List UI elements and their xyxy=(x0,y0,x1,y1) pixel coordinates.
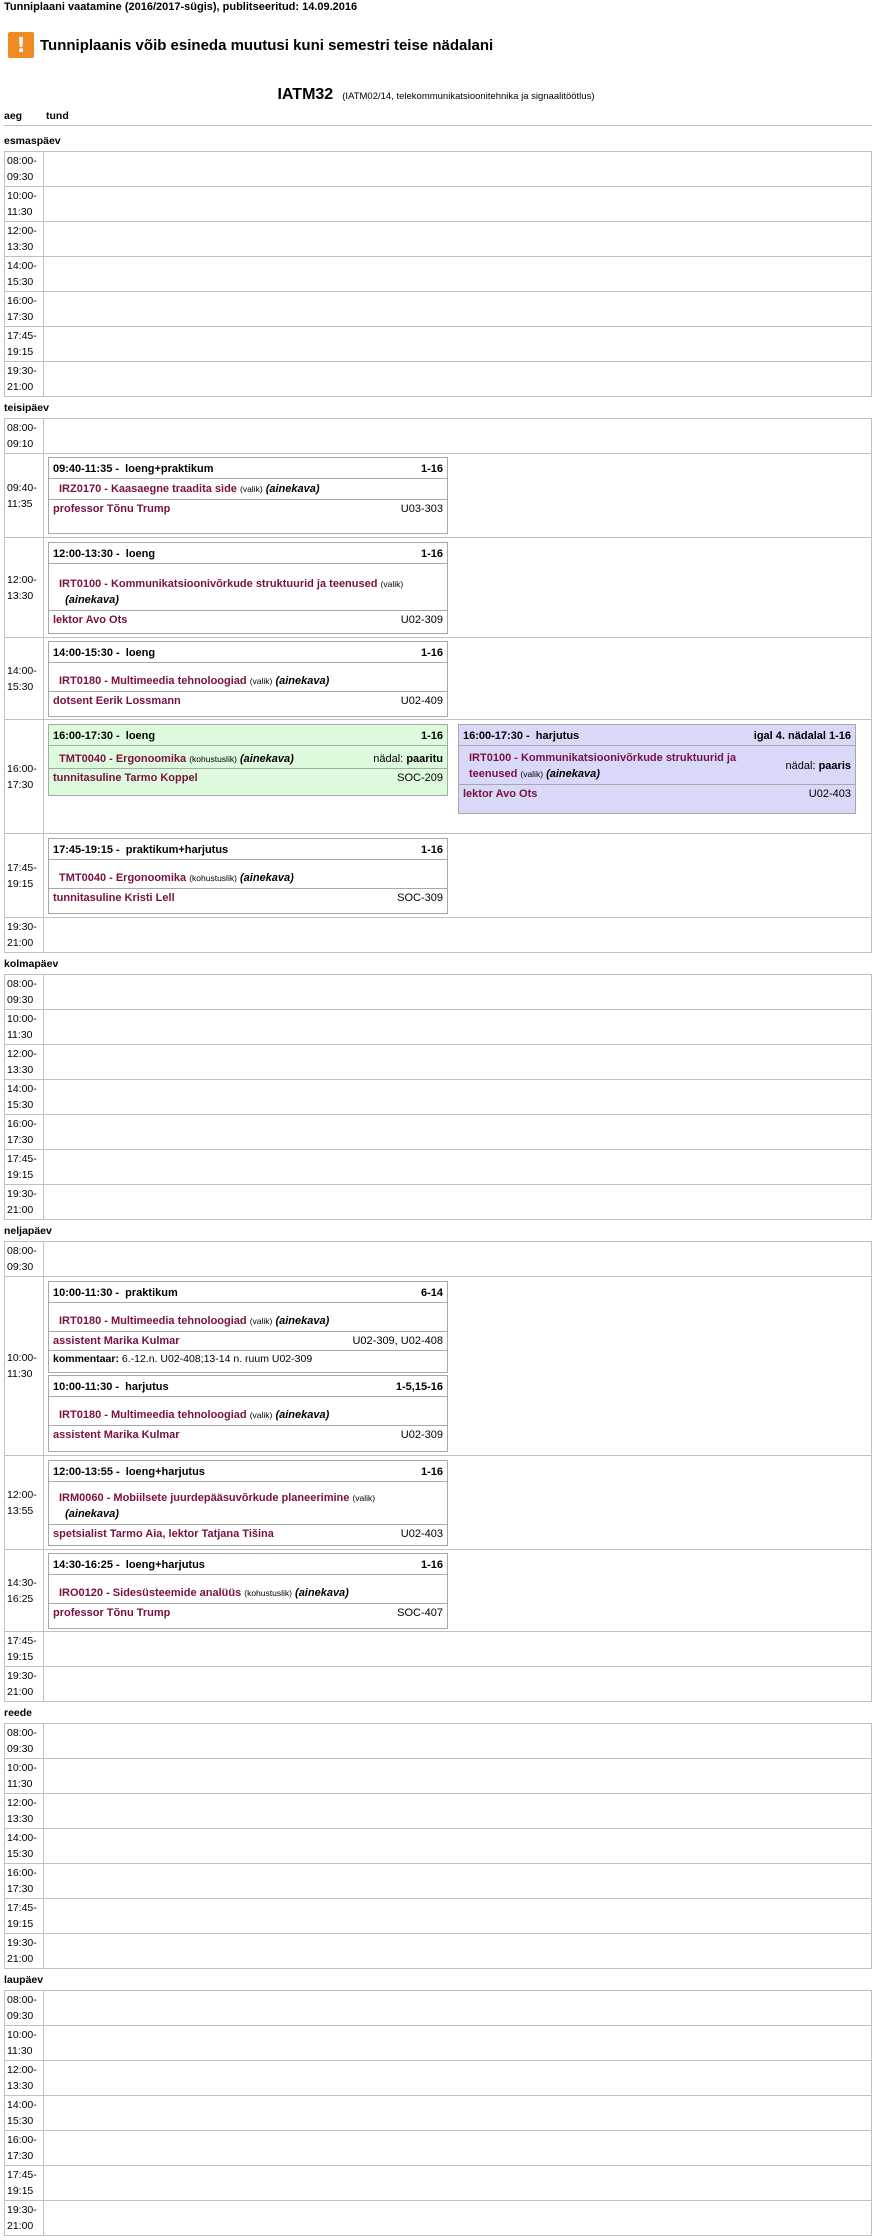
slot-cells xyxy=(44,454,872,537)
day-name: reede xyxy=(4,1702,872,1724)
day-name: laupäev xyxy=(4,1969,872,1991)
time-slot xyxy=(4,419,872,454)
slot-cells xyxy=(44,152,872,186)
room: SOC-407 xyxy=(397,1607,443,1619)
lesson-type: praktikum xyxy=(125,1287,178,1299)
time-slot xyxy=(4,1667,872,1702)
slot-cells xyxy=(44,2131,872,2165)
group-code: IATM32 xyxy=(277,86,334,103)
slot-cells xyxy=(44,1667,872,1701)
lesson-card[interactable] xyxy=(48,724,448,796)
notice-text: Tunniplaanis võib esineda muutusi kuni semestri teise nädalani xyxy=(40,36,494,54)
day-monday xyxy=(4,130,872,397)
slot-time: 08:00- 09:30 xyxy=(5,1724,44,1758)
ainekava-link[interactable]: (ainekava) xyxy=(239,872,294,884)
time-slot xyxy=(4,834,872,918)
slot-time: 14:00- 15:30 xyxy=(5,257,44,291)
column-header-time: aeg xyxy=(4,110,23,122)
subject-link[interactable]: TMT0040 - Ergonoomika xyxy=(59,872,187,884)
slot-time: 17:45- 19:15 xyxy=(5,2166,44,2200)
subject-link[interactable]: IRT0180 - Multimeedia tehnoloogiad xyxy=(59,1315,247,1327)
week-label: nädal: xyxy=(785,760,816,772)
slot-cells xyxy=(44,1010,872,1044)
room: U02-403 xyxy=(808,788,851,800)
slot-cells xyxy=(44,975,872,1009)
day-name: esmaspäev xyxy=(4,130,872,152)
slot-time: 19:30- 21:00 xyxy=(5,1934,44,1968)
slot-time: 16:00- 17:30 xyxy=(5,292,44,326)
time-slot xyxy=(4,638,872,720)
time-slot xyxy=(4,257,872,292)
teacher-link[interactable]: dotsent Eerik Lossmann xyxy=(53,695,181,707)
slot-cells xyxy=(44,1150,872,1184)
lesson-type: harjutus xyxy=(125,1381,169,1393)
time-slot xyxy=(4,292,872,327)
lesson-type: harjutus xyxy=(535,730,580,742)
slot-cells xyxy=(44,222,872,256)
slot-time: 19:30- 21:00 xyxy=(5,1667,44,1701)
exclamation-icon: ! xyxy=(8,32,34,58)
slot-cells xyxy=(44,1864,872,1898)
subject-kind: (valik) xyxy=(239,484,263,494)
lesson-weeks: 6-14 xyxy=(420,1287,443,1299)
subject-link[interactable]: IRO0120 - Sidesüsteemide analüüs xyxy=(59,1587,242,1599)
slot-cells xyxy=(44,2166,872,2200)
time-slot xyxy=(4,327,872,362)
teacher-link[interactable]: tunnitasuline Tarmo Koppel xyxy=(53,772,198,784)
time-slot xyxy=(4,1080,872,1115)
subject-kind: (valik) xyxy=(249,676,273,686)
room: U02-309, U02-408 xyxy=(352,1335,443,1347)
time-slot xyxy=(4,1456,872,1550)
time-slot xyxy=(4,1829,872,1864)
lesson-weeks: 1-16 xyxy=(420,548,443,560)
ainekava-link[interactable]: (ainekava) xyxy=(295,1587,349,1599)
slot-cells xyxy=(44,1724,872,1758)
time-slot xyxy=(4,1185,872,1220)
slot-cells xyxy=(44,1991,872,2025)
lesson-time: 09:40-11:35 - xyxy=(53,463,120,475)
week-parity: paaris xyxy=(818,760,851,772)
slot-time: 17:45- 19:15 xyxy=(5,1632,44,1666)
slot-time: 16:00- 17:30 xyxy=(5,2131,44,2165)
lesson-type: loeng xyxy=(125,647,156,659)
lesson-time: 17:45-19:15 - xyxy=(53,844,120,856)
lesson-weeks: 1-16 xyxy=(420,1466,443,1478)
lesson-card[interactable] xyxy=(458,724,856,814)
teacher-link[interactable]: assistent Marika Kulmar xyxy=(53,1335,180,1347)
time-slot xyxy=(4,2131,872,2166)
slot-cells xyxy=(44,2061,872,2095)
slot-cells xyxy=(44,1829,872,1863)
room: U02-403 xyxy=(400,1528,443,1540)
slot-cells xyxy=(44,720,872,833)
subject-kind: (kohustuslik) xyxy=(189,754,237,764)
lesson-time: 12:00-13:55 - xyxy=(53,1466,120,1478)
time-slot xyxy=(4,538,872,638)
slot-time: 19:30- 21:00 xyxy=(5,1185,44,1219)
notice-banner xyxy=(8,30,493,60)
day-name: kolmapäev xyxy=(4,953,872,975)
slot-cells xyxy=(44,1934,872,1968)
day-tuesday xyxy=(4,397,872,953)
slot-cells xyxy=(44,1759,872,1793)
time-slot xyxy=(4,1045,872,1080)
lesson-card[interactable] xyxy=(48,542,448,634)
time-slot xyxy=(4,1632,872,1667)
slot-time: 09:40- 11:35 xyxy=(5,454,44,537)
slot-cells xyxy=(44,362,872,396)
day-name: neljapäev xyxy=(4,1220,872,1242)
time-slot xyxy=(4,1242,872,1277)
slot-cells xyxy=(44,187,872,221)
slot-cells xyxy=(44,257,872,291)
lesson-time: 12:00-13:30 - xyxy=(53,548,120,560)
lesson-weeks: 1-16 xyxy=(420,844,443,856)
day-saturday xyxy=(4,1969,872,2236)
time-slot xyxy=(4,152,872,187)
slot-cells xyxy=(44,1242,872,1276)
slot-time: 08:00- 09:30 xyxy=(5,975,44,1009)
lesson-type: praktikum+harjutus xyxy=(125,844,229,856)
slot-time: 12:00- 13:30 xyxy=(5,222,44,256)
lesson-card[interactable] xyxy=(48,1281,448,1373)
lesson-time: 14:00-15:30 - xyxy=(53,647,120,659)
slot-time: 19:30- 21:00 xyxy=(5,362,44,396)
page-title: Tunniplaani vaatamine (2016/2017-sügis), publitseeritud: 14.09.2016 xyxy=(4,1,358,13)
slot-time: 17:45- 19:15 xyxy=(5,834,44,917)
slot-cells xyxy=(44,538,872,637)
time-slot xyxy=(4,1150,872,1185)
time-slot xyxy=(4,2096,872,2131)
subject-kind: (valik) xyxy=(520,769,544,779)
subject-kind: (valik) xyxy=(352,1493,376,1503)
slot-time: 14:00- 15:30 xyxy=(5,638,44,719)
subject-link[interactable]: TMT0040 - Ergonoomika xyxy=(59,753,187,765)
subject-link[interactable]: IRT0180 - Multimeedia tehnoloogiad xyxy=(59,1409,247,1421)
slot-time: 14:00- 15:30 xyxy=(5,1080,44,1114)
teacher-link[interactable]: tunnitasuline Kristi Lell xyxy=(53,892,175,904)
slot-time: 17:45- 19:15 xyxy=(5,327,44,361)
comment-text: 6.-12.n. U02-408;13-14 n. ruum U02-309 xyxy=(121,1353,313,1365)
time-slot xyxy=(4,1724,872,1759)
comment-label: kommentaar: xyxy=(53,1353,119,1365)
time-slot xyxy=(4,2026,872,2061)
lesson-card[interactable] xyxy=(48,1460,448,1546)
subject-link[interactable]: IRT0100 - Kommunikatsioonivõrkude struktuurid ja teenused xyxy=(59,578,378,590)
time-slot xyxy=(4,1115,872,1150)
time-slot xyxy=(4,1991,872,2026)
time-slot xyxy=(4,1934,872,1969)
day-name: teisipäev xyxy=(4,397,872,419)
lesson-card[interactable] xyxy=(48,1375,448,1452)
time-slot xyxy=(4,975,872,1010)
time-slot xyxy=(4,1899,872,1934)
time-slot xyxy=(4,1794,872,1829)
slot-time: 14:30- 16:25 xyxy=(5,1550,44,1631)
slot-time: 16:00- 17:30 xyxy=(5,1864,44,1898)
subject-link[interactable]: IRM0060 - Mobiilsete juurdepääsuvõrkude planeerimine xyxy=(59,1492,350,1504)
slot-time: 10:00- 11:30 xyxy=(5,187,44,221)
lesson-weeks: igal 4. nädalal 1-16 xyxy=(753,730,851,742)
time-slot xyxy=(4,454,872,538)
time-slot xyxy=(4,1277,872,1456)
slot-cells xyxy=(44,638,872,719)
slot-time: 16:00- 17:30 xyxy=(5,1115,44,1149)
ainekava-link[interactable]: (ainekava) xyxy=(65,594,119,606)
slot-cells xyxy=(44,1115,872,1149)
time-slot xyxy=(4,918,872,953)
lesson-time: 14:30-16:25 - xyxy=(53,1559,120,1571)
schedule-table xyxy=(4,130,872,2236)
column-header-lesson: tund xyxy=(46,110,69,122)
lesson-time: 16:00-17:30 - xyxy=(463,730,530,742)
comment-row xyxy=(49,1351,447,1367)
slot-time: 12:00- 13:30 xyxy=(5,538,44,637)
time-slot xyxy=(4,2166,872,2201)
slot-time: 17:45- 19:15 xyxy=(5,1899,44,1933)
time-slot xyxy=(4,362,872,397)
slot-time: 16:00- 17:30 xyxy=(5,720,44,833)
teacher-link[interactable]: assistent Marika Kulmar xyxy=(53,1429,180,1441)
ainekava-link[interactable]: (ainekava) xyxy=(546,768,600,780)
teacher-link[interactable]: spetsialist Tarmo Aia, lektor Tatjana Tišina xyxy=(53,1528,274,1540)
slot-time: 19:30- 21:00 xyxy=(5,2201,44,2235)
slot-cells xyxy=(44,1045,872,1079)
week-label: nädal: xyxy=(373,753,404,765)
slot-cells xyxy=(44,1794,872,1828)
slot-time: 10:00- 11:30 xyxy=(5,1277,44,1455)
day-thursday xyxy=(4,1220,872,1702)
lesson-type: loeng xyxy=(125,730,156,742)
slot-cells xyxy=(44,1185,872,1219)
time-slot xyxy=(4,1550,872,1632)
slot-cells xyxy=(44,292,872,326)
slot-time: 10:00- 11:30 xyxy=(5,1759,44,1793)
subject-kind: (valik) xyxy=(249,1316,273,1326)
day-wednesday xyxy=(4,953,872,1220)
room: SOC-309 xyxy=(397,892,443,904)
lesson-card[interactable] xyxy=(48,838,448,914)
subject-link[interactable]: IRT0100 - Kommunikatsioonivõrkude struktuurid ja teenused xyxy=(469,752,737,780)
time-slot xyxy=(4,1864,872,1899)
slot-time: 12:00- 13:55 xyxy=(5,1456,44,1549)
lesson-time: 10:00-11:30 - xyxy=(53,1287,120,1299)
week-parity: paaritu xyxy=(406,753,443,765)
slot-cells xyxy=(44,1456,872,1549)
lesson-weeks: 1-16 xyxy=(420,730,443,742)
lesson-type: loeng+praktikum xyxy=(125,463,214,475)
day-friday xyxy=(4,1702,872,1969)
subject-kind: (kohustuslik) xyxy=(244,1588,292,1598)
slot-time: 08:00- 09:30 xyxy=(5,152,44,186)
lesson-card[interactable] xyxy=(48,1553,448,1629)
ainekava-link[interactable]: (ainekava) xyxy=(265,483,320,495)
slot-time: 19:30- 21:00 xyxy=(5,918,44,952)
subject-kind: (valik) xyxy=(380,579,404,589)
slot-time: 12:00- 13:30 xyxy=(5,2061,44,2095)
slot-cells xyxy=(44,2201,872,2235)
room: U02-309 xyxy=(400,1429,443,1441)
room: U02-409 xyxy=(400,695,443,707)
room: U03-303 xyxy=(400,503,443,515)
lesson-card[interactable] xyxy=(48,641,448,717)
slot-cells xyxy=(44,2096,872,2130)
slot-cells xyxy=(44,1899,872,1933)
room: U02-309 xyxy=(400,614,443,626)
slot-cells xyxy=(44,1632,872,1666)
time-slot xyxy=(4,2061,872,2096)
lesson-type: loeng+harjutus xyxy=(125,1559,205,1571)
subject-kind: (kohustuslik) xyxy=(189,873,237,883)
subject-link[interactable]: IRZ0170 - Kaasaegne traadita side xyxy=(59,483,237,495)
slot-time: 17:45- 19:15 xyxy=(5,1150,44,1184)
subject-link[interactable]: IRT0180 - Multimeedia tehnoloogiad xyxy=(59,675,247,687)
slot-cells xyxy=(44,419,872,453)
ainekava-link[interactable]: (ainekava) xyxy=(65,1508,119,1520)
time-slot xyxy=(4,1759,872,1794)
teacher-link[interactable]: lektor Avo Ots xyxy=(53,614,128,626)
slot-cells xyxy=(44,834,872,917)
time-slot xyxy=(4,222,872,257)
slot-cells xyxy=(44,2026,872,2060)
slot-time: 10:00- 11:30 xyxy=(5,1010,44,1044)
lesson-time: 10:00-11:30 - xyxy=(53,1381,120,1393)
group-header xyxy=(0,86,872,104)
time-slot xyxy=(4,2201,872,2236)
slot-time: 08:00- 09:30 xyxy=(5,1242,44,1276)
time-slot xyxy=(4,720,872,834)
teacher-link[interactable]: lektor Avo Ots xyxy=(463,788,538,800)
teacher-link[interactable]: professor Tõnu Trump xyxy=(53,503,171,515)
lesson-card[interactable] xyxy=(48,457,448,534)
slot-cells xyxy=(44,918,872,952)
lesson-type: loeng+harjutus xyxy=(125,1466,205,1478)
time-slot xyxy=(4,187,872,222)
lesson-weeks: 1-16 xyxy=(420,463,443,475)
lesson-weeks: 1-16 xyxy=(420,647,443,659)
subject-kind: (valik) xyxy=(249,1410,273,1420)
lesson-type: loeng xyxy=(125,548,156,560)
slot-time: 08:00- 09:30 xyxy=(5,1991,44,2025)
lesson-weeks: 1-16 xyxy=(420,1559,443,1571)
slot-cells xyxy=(44,327,872,361)
slot-time: 08:00- 09:10 xyxy=(5,419,44,453)
ainekava-link[interactable]: (ainekava) xyxy=(275,1315,330,1327)
slot-cells xyxy=(44,1080,872,1114)
ainekava-link[interactable]: (ainekava) xyxy=(275,675,330,687)
room: SOC-209 xyxy=(397,772,443,784)
ainekava-link[interactable]: (ainekava) xyxy=(239,753,294,765)
slot-time: 12:00- 13:30 xyxy=(5,1045,44,1079)
slot-cells xyxy=(44,1277,872,1455)
group-description: (IATM02/14, telekommunikatsioonitehnika ja signaalitöötlus) xyxy=(342,91,595,102)
header-divider xyxy=(4,125,872,126)
slot-time: 12:00- 13:30 xyxy=(5,1794,44,1828)
time-slot xyxy=(4,1010,872,1045)
lesson-time: 16:00-17:30 - xyxy=(53,730,120,742)
lesson-weeks: 1-5,15-16 xyxy=(395,1381,443,1393)
ainekava-link[interactable]: (ainekava) xyxy=(275,1409,330,1421)
slot-cells xyxy=(44,1550,872,1631)
slot-time: 10:00- 11:30 xyxy=(5,2026,44,2060)
teacher-link[interactable]: professor Tõnu Trump xyxy=(53,1607,171,1619)
slot-time: 14:00- 15:30 xyxy=(5,2096,44,2130)
slot-time: 14:00- 15:30 xyxy=(5,1829,44,1863)
